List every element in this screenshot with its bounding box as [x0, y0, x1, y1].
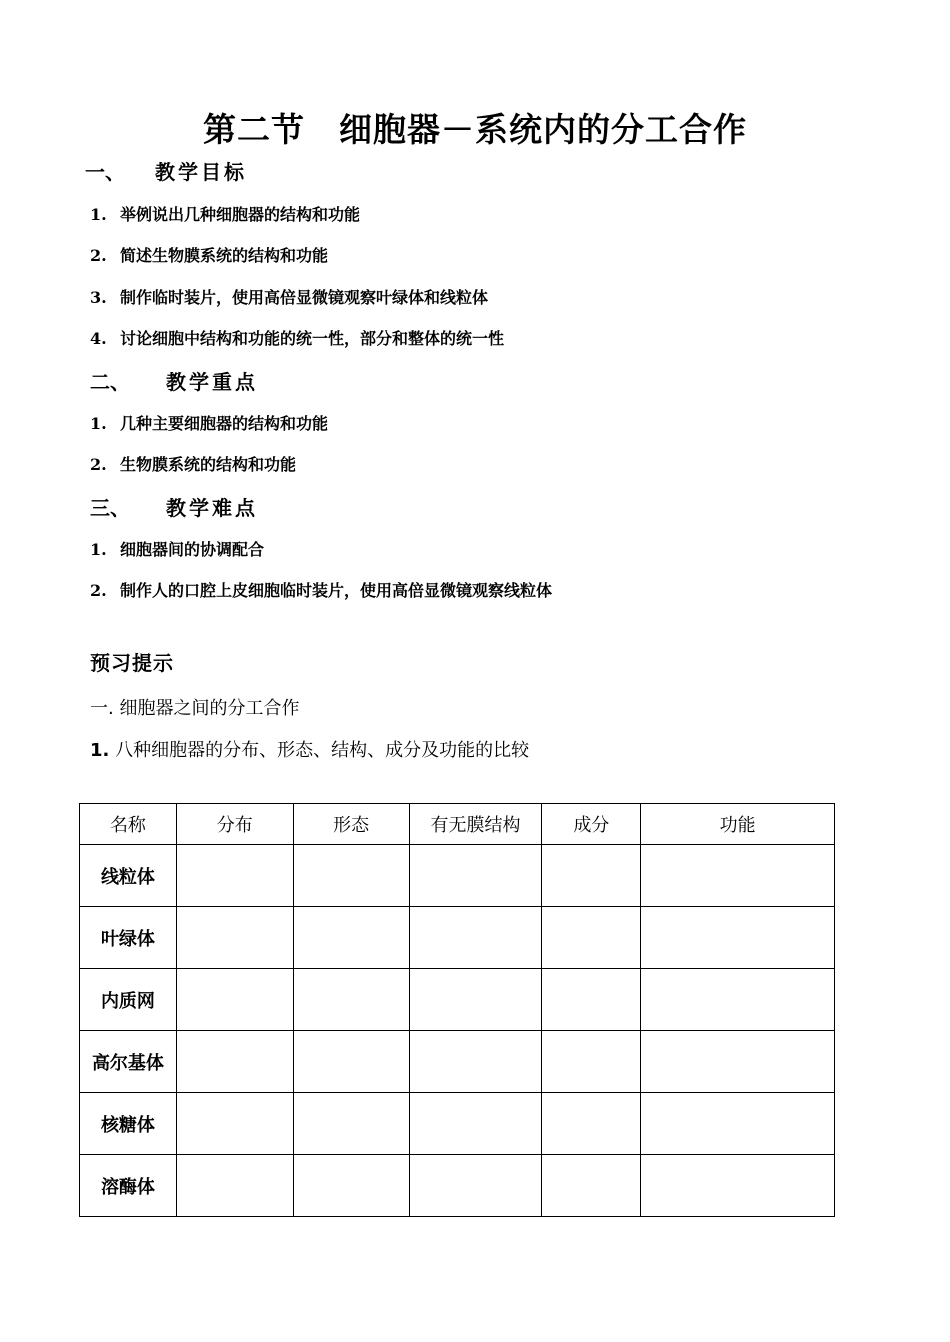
table-cell [293, 1031, 409, 1093]
table-cell [409, 1031, 542, 1093]
organelle-name: 内质网 [80, 969, 177, 1031]
organelle-comparison-table [79, 803, 835, 1217]
section-heading-difficulties [90, 492, 258, 521]
table-cell [641, 1155, 835, 1217]
column-header-membrane: 有无膜结构 [409, 804, 542, 845]
table-cell [409, 845, 542, 907]
table-cell [176, 907, 293, 969]
organelle-name: 叶绿体 [80, 907, 177, 969]
list-item [90, 243, 328, 266]
table-row [80, 1093, 835, 1155]
table-cell [641, 969, 835, 1031]
table-row [80, 1155, 835, 1217]
section-title: 教学难点 [166, 496, 258, 520]
table-cell [542, 845, 641, 907]
table-cell [641, 1031, 835, 1093]
organelle-name: 高尔基体 [80, 1031, 177, 1093]
table-cell [542, 907, 641, 969]
column-header-name: 名称 [80, 804, 177, 845]
item-text: 简述生物膜系统的结构和功能 [120, 246, 329, 265]
item-text: 制作临时装片，使用高倍显微镜观察叶绿体和线粒体 [120, 288, 489, 307]
table-cell [176, 1093, 293, 1155]
table-cell [409, 907, 542, 969]
sub-text: 细胞器之间的分工合作 [119, 698, 300, 719]
list-item [90, 452, 296, 475]
item-number: 4. [90, 329, 107, 348]
table-cell [176, 969, 293, 1031]
table-cell [542, 1031, 641, 1093]
table-cell [293, 845, 409, 907]
item-number: 1. [90, 205, 107, 224]
organelle-name: 核糖体 [80, 1093, 177, 1155]
preview-subheading [90, 694, 299, 720]
table-cell [176, 845, 293, 907]
item-text: 生物膜系统的结构和功能 [120, 455, 297, 474]
table-cell [641, 1093, 835, 1155]
column-header-composition: 成分 [542, 804, 641, 845]
item-number: 1. [90, 540, 107, 559]
table-row [80, 845, 835, 907]
table-cell [641, 845, 835, 907]
section-heading-objectives [85, 156, 247, 185]
table-cell [293, 1093, 409, 1155]
table-cell [293, 1155, 409, 1217]
item-number: 2. [90, 455, 107, 474]
table-cell [176, 1031, 293, 1093]
table-cell [293, 969, 409, 1031]
item-number: 2. [90, 581, 107, 600]
item-number: 2. [90, 246, 107, 265]
table-cell [641, 907, 835, 969]
list-item [90, 537, 264, 560]
section-title: 教学重点 [166, 370, 258, 394]
organelle-name: 溶酶体 [80, 1155, 177, 1217]
preview-question [90, 736, 529, 762]
preview-heading: 预习提示 [90, 651, 174, 675]
table-row [80, 969, 835, 1031]
item-number: 3. [90, 288, 107, 307]
list-item [90, 578, 552, 601]
table-cell [542, 1093, 641, 1155]
organelle-name: 线粒体 [80, 845, 177, 907]
table-cell [293, 907, 409, 969]
sub-text: 八种细胞器的分布、形态、结构、成分及功能的比较 [115, 740, 530, 761]
table-cell [542, 969, 641, 1031]
table-cell [542, 1155, 641, 1217]
item-text: 细胞器间的协调配合 [120, 540, 265, 559]
item-text: 举例说出几种细胞器的结构和功能 [120, 205, 361, 224]
sub-number: 一. [90, 698, 114, 719]
list-item [90, 326, 504, 349]
table-row [80, 1031, 835, 1093]
section-number: 二、 [90, 370, 130, 394]
page-title: 第二节 细胞器－系统内的分工合作 [203, 110, 747, 149]
list-item [90, 285, 488, 308]
column-header-morphology: 形态 [293, 804, 409, 845]
item-text: 几种主要细胞器的结构和功能 [120, 414, 329, 433]
item-text: 讨论细胞中结构和功能的统一性，部分和整体的统一性 [120, 329, 505, 348]
item-text: 制作人的口腔上皮细胞临时装片，使用高倍显微镜观察线粒体 [120, 581, 553, 600]
table-cell [409, 969, 542, 1031]
column-header-function: 功能 [641, 804, 835, 845]
table-cell [409, 1093, 542, 1155]
table-header-row [80, 804, 835, 845]
table-row [80, 907, 835, 969]
list-item [90, 202, 360, 225]
item-number: 1. [90, 414, 107, 433]
table-cell [176, 1155, 293, 1217]
column-header-distribution: 分布 [176, 804, 293, 845]
table-cell [409, 1155, 542, 1217]
sub-number: 1. [90, 740, 110, 761]
section-number: 一、 [85, 160, 125, 184]
section-heading-key-points [90, 366, 258, 395]
section-number: 三、 [90, 496, 130, 520]
section-title: 教学目标 [155, 160, 247, 184]
list-item [90, 411, 328, 434]
